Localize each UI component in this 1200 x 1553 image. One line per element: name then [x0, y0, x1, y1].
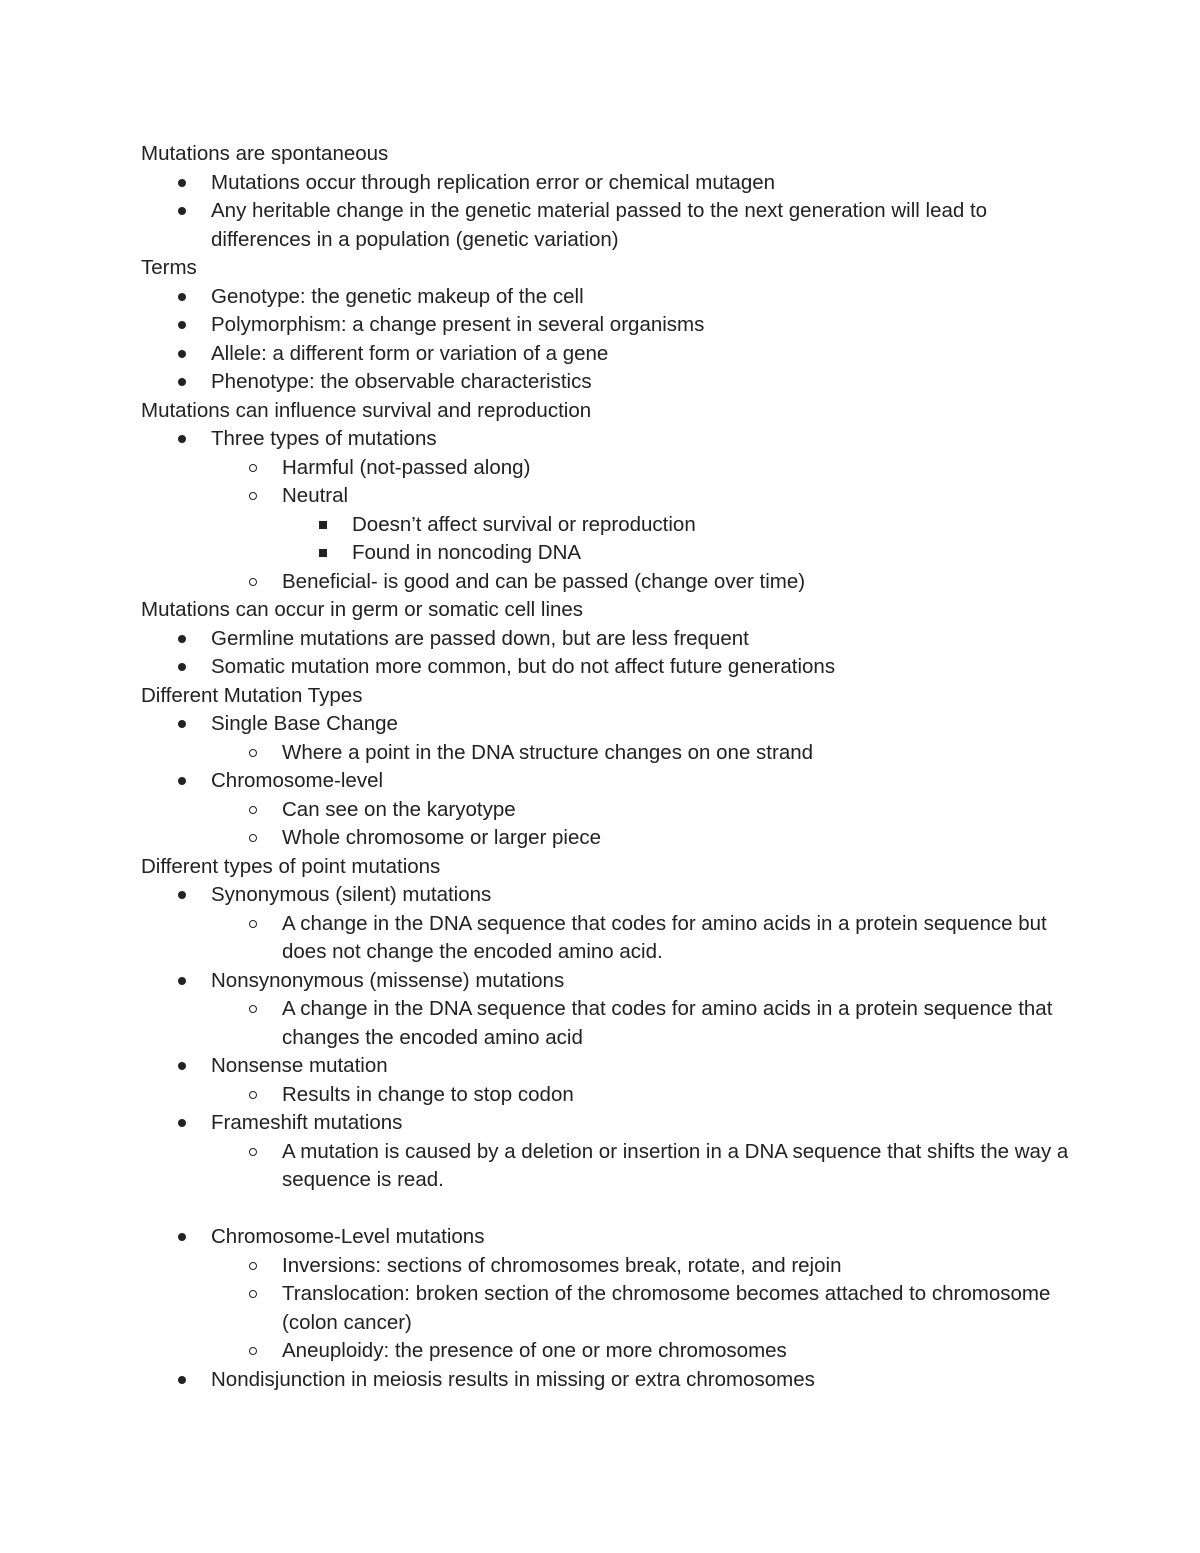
bullet-circle-icon	[249, 1148, 257, 1156]
item-text: Frameshift mutations	[211, 1111, 403, 1134]
list-item	[141, 767, 1081, 796]
list-item	[141, 340, 1081, 369]
bullet-dot-icon	[178, 293, 186, 301]
list-item	[141, 568, 1081, 597]
list-item	[141, 739, 1081, 768]
item-text: Harmful (not-passed along)	[282, 455, 531, 479]
bullet-dot-icon	[178, 720, 186, 728]
list-item	[141, 1052, 1081, 1081]
bullet-circle-icon	[249, 834, 257, 842]
item-text: Mutations occur through replication error or chemical mutagen	[211, 170, 776, 194]
item-text: Found in noncoding DNA	[352, 541, 582, 564]
bullet-dot-icon	[178, 350, 186, 358]
item-text: A mutation is caused by a deletion or insertion in a DNA sequence that shifts the way a sequence is read.	[282, 1139, 1069, 1191]
item-text: Polymorphism: a change present in several organisms	[211, 313, 705, 336]
list-item	[141, 1366, 1081, 1395]
bullet-dot-icon	[178, 1233, 186, 1241]
item-text: Genotype: the genetic makeup of the cell	[211, 284, 584, 308]
list-item	[141, 283, 1081, 312]
bullet-dot-icon	[178, 179, 186, 187]
item-text: Aneuploidy: the presence of one or more chromosomes	[282, 1339, 787, 1362]
bullet-circle-icon	[249, 578, 257, 586]
bullet-circle-icon	[249, 920, 257, 928]
section-heading	[141, 397, 1081, 426]
bullet-dot-icon	[178, 777, 186, 785]
list-item	[141, 1081, 1081, 1110]
list-item	[141, 796, 1081, 825]
item-text: Allele: a different form or variation of a gene	[211, 341, 609, 365]
bullet-dot-icon	[178, 321, 186, 329]
item-text: Mutations are spontaneous	[141, 142, 389, 165]
list-item	[141, 169, 1081, 198]
bullet-dot-icon	[178, 378, 186, 386]
section-heading	[141, 254, 1081, 283]
list-item	[141, 425, 1081, 454]
list-item	[141, 368, 1081, 397]
list-item	[141, 311, 1081, 340]
bullet-square-icon	[319, 521, 327, 529]
list-item	[141, 197, 1081, 254]
bullet-circle-icon	[249, 1347, 257, 1355]
item-text: Mutations can occur in germ or somatic cell lines	[141, 598, 584, 621]
bullet-dot-icon	[178, 207, 186, 215]
list-item	[141, 454, 1081, 483]
bullet-dot-icon	[178, 635, 186, 643]
item-text: Nondisjunction in meiosis results in missing or extra chromosomes	[211, 1367, 815, 1391]
list-item	[141, 1280, 1081, 1337]
bullet-circle-icon	[249, 1290, 257, 1298]
item-text: Terms	[141, 256, 197, 279]
section-heading	[141, 853, 1081, 882]
bullet-dot-icon	[178, 891, 186, 899]
item-text: Different Mutation Types	[141, 683, 363, 707]
section-heading	[141, 596, 1081, 625]
item-text: A change in the DNA sequence that codes for amino acids in a protein sequence that changes the encoded amino acid	[282, 997, 1053, 1049]
section-heading	[141, 682, 1081, 711]
bullet-circle-icon	[249, 1262, 257, 1270]
bullet-dot-icon	[178, 1119, 186, 1127]
blank-line	[141, 1195, 1081, 1224]
item-text: Chromosome-level	[211, 769, 384, 792]
item-text: Where a point in the DNA structure changes on one strand	[282, 740, 814, 764]
item-text: Whole chromosome or larger piece	[282, 826, 602, 849]
bullet-circle-icon	[249, 806, 257, 814]
item-text: Inversions: sections of chromosomes break, rotate, and rejoin	[282, 1253, 842, 1277]
list-item	[141, 539, 1081, 568]
bullet-dot-icon	[178, 977, 186, 985]
list-item	[141, 1223, 1081, 1252]
bullet-dot-icon	[178, 435, 186, 443]
list-item	[141, 625, 1081, 654]
item-text: Any heritable change in the genetic material passed to the next generation will lead to differences in a population (genetic variation)	[211, 199, 988, 251]
bullet-dot-icon	[178, 1376, 186, 1384]
item-text: Somatic mutation more common, but do not affect future generations	[211, 655, 836, 678]
list-item	[141, 995, 1081, 1052]
item-text: Nonsynonymous (missense) mutations	[211, 968, 565, 992]
item-text: Can see on the karyotype	[282, 797, 516, 821]
item-text: Neutral	[282, 484, 349, 507]
item-text: Phenotype: the observable characteristics	[211, 370, 592, 393]
list-item	[141, 1109, 1081, 1138]
bullet-circle-icon	[249, 749, 257, 757]
item-text: Nonsense mutation	[211, 1054, 388, 1077]
bullet-square-icon	[319, 549, 327, 557]
bullet-dot-icon	[178, 1062, 186, 1070]
bullet-circle-icon	[249, 1005, 257, 1013]
bullet-circle-icon	[249, 1091, 257, 1099]
list-item	[141, 1337, 1081, 1366]
list-item	[141, 881, 1081, 910]
item-text: Different types of point mutations	[141, 854, 441, 878]
list-item	[141, 482, 1081, 511]
list-item	[141, 710, 1081, 739]
item-text: Single Base Change	[211, 712, 398, 735]
document-body	[141, 140, 1081, 1394]
list-item	[141, 824, 1081, 853]
list-item	[141, 967, 1081, 996]
list-item	[141, 1138, 1081, 1195]
list-item	[141, 1252, 1081, 1281]
item-text: Translocation: broken section of the chromosome becomes attached to chromosome (colon cancer)	[282, 1282, 1051, 1334]
bullet-circle-icon	[249, 492, 257, 500]
item-text: Beneficial- is good and can be passed (change over time)	[282, 569, 806, 593]
bullet-circle-icon	[249, 464, 257, 472]
item-text: Mutations can influence survival and reproduction	[141, 398, 592, 422]
item-text: Chromosome-Level mutations	[211, 1225, 485, 1248]
item-text: Germline mutations are passed down, but are less frequent	[211, 626, 749, 650]
item-text: Three types of mutations	[211, 427, 437, 450]
item-text: A change in the DNA sequence that codes for amino acids in a protein sequence but does not change the encoded amino acid.	[282, 911, 1047, 963]
list-item	[141, 653, 1081, 682]
section-heading	[141, 140, 1081, 169]
list-item	[141, 910, 1081, 967]
item-text: Doesn’t affect survival or reproduction	[352, 512, 696, 536]
item-text: Synonymous (silent) mutations	[211, 883, 492, 906]
bullet-dot-icon	[178, 663, 186, 671]
item-text: Results in change to stop codon	[282, 1082, 574, 1106]
list-item	[141, 511, 1081, 540]
